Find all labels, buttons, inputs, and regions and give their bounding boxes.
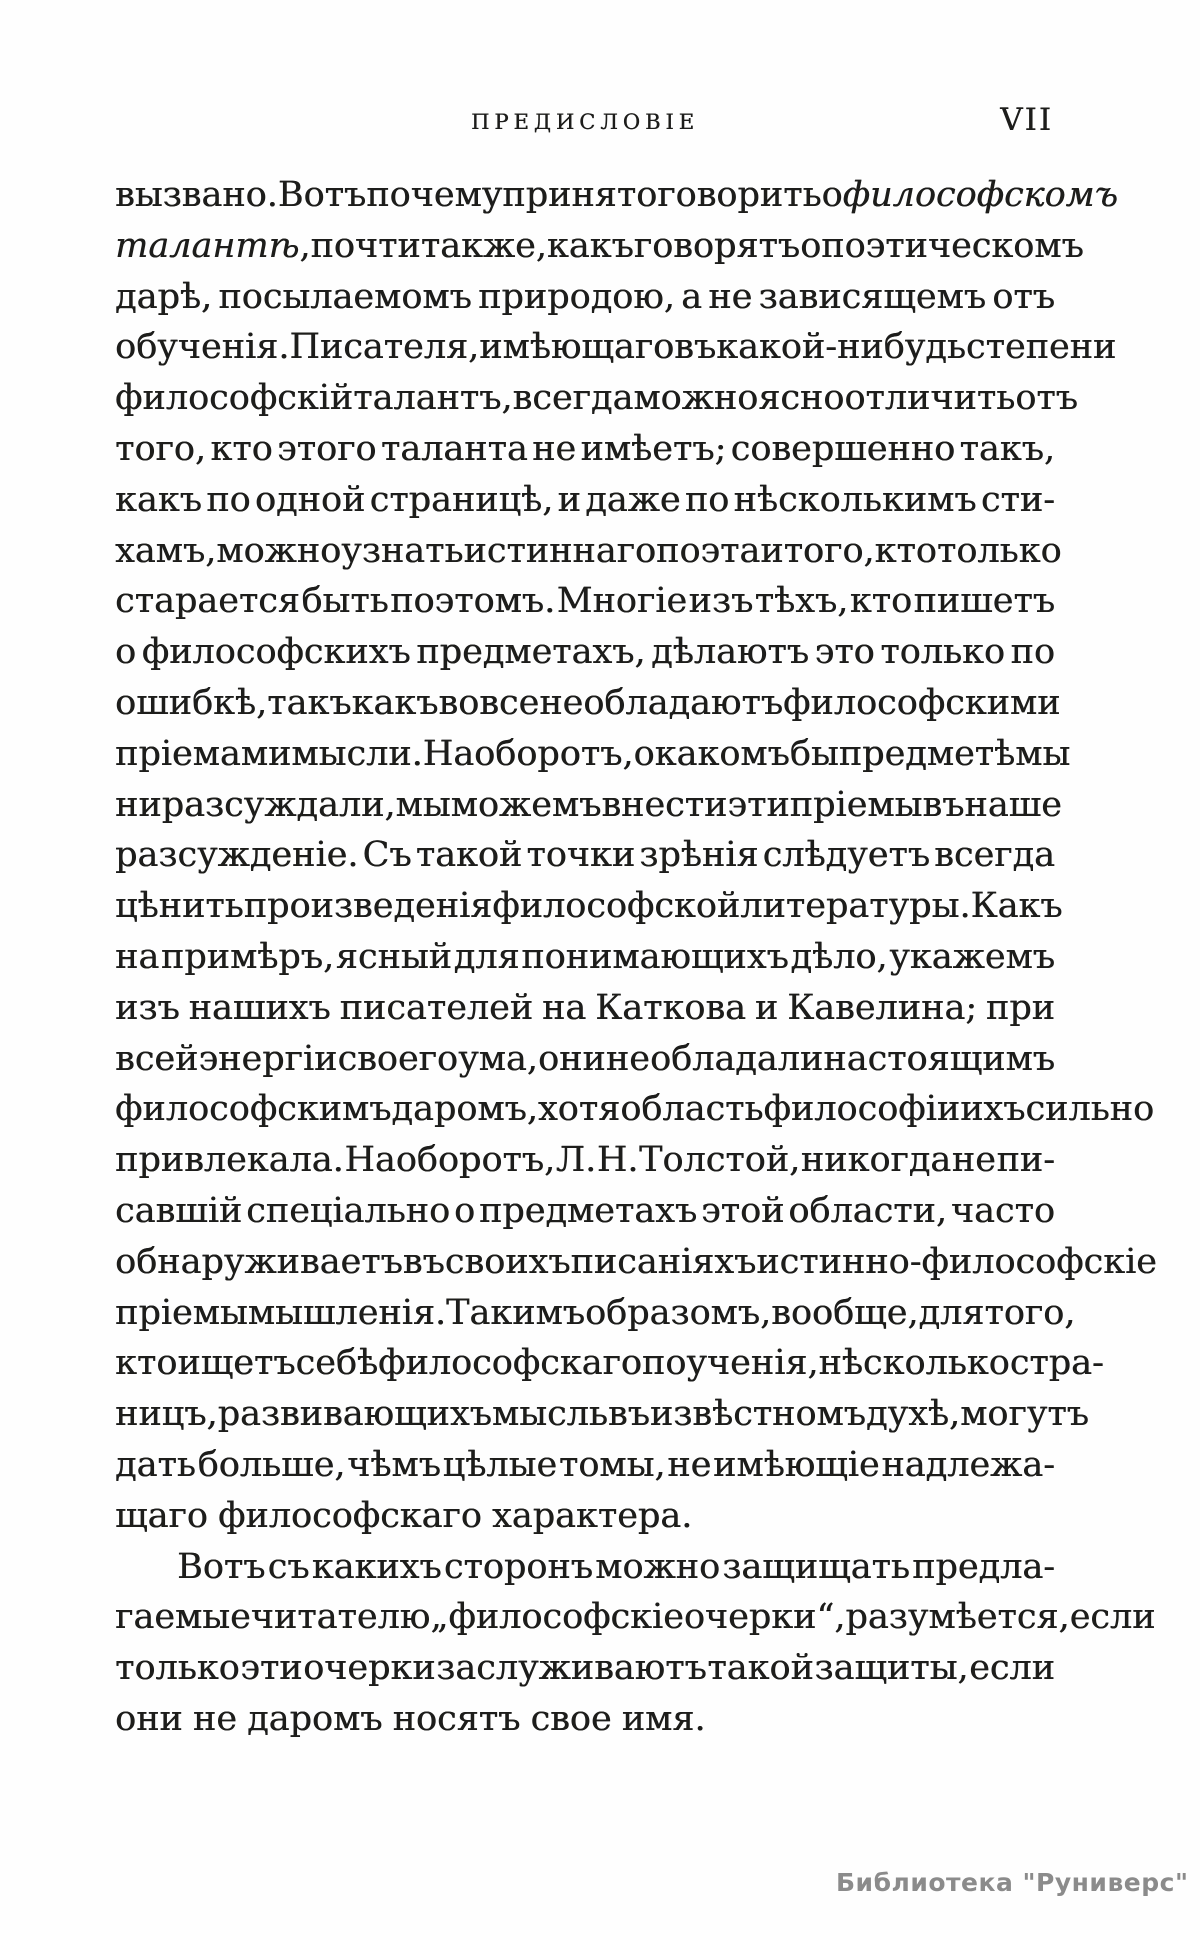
- word: того,: [115, 428, 206, 469]
- word: чѣмъ: [347, 1444, 441, 1485]
- word: они: [537, 1038, 606, 1079]
- word: можно: [633, 378, 759, 419]
- text-line: [115, 1135, 1055, 1186]
- word: природою,: [478, 276, 675, 317]
- word: и: [760, 530, 784, 571]
- page-header: [115, 102, 1055, 146]
- word: вовсе: [438, 682, 540, 723]
- text-line: [115, 475, 1055, 526]
- word: вообще,: [771, 1292, 919, 1333]
- word: очерки“,: [683, 1597, 846, 1638]
- word: обнаруживаетъ: [115, 1241, 403, 1282]
- word: о: [453, 1190, 476, 1231]
- word: этого: [277, 428, 377, 469]
- word: можно: [216, 530, 342, 571]
- word: даромъ: [247, 1698, 383, 1739]
- word: можемъ: [450, 784, 602, 825]
- word: наше: [964, 784, 1062, 825]
- word: разсужденіе.: [115, 835, 359, 876]
- word: почему: [366, 175, 503, 215]
- word: этой: [701, 1190, 785, 1231]
- word: о: [115, 632, 137, 673]
- word: сти-: [980, 479, 1055, 520]
- word: савшій: [115, 1190, 243, 1231]
- word: имѣющіе: [713, 1444, 880, 1485]
- word: а: [681, 276, 702, 317]
- word: философскаго: [378, 1343, 642, 1384]
- word: почти: [310, 225, 421, 266]
- word: философскихъ: [141, 632, 411, 673]
- word: въ: [402, 1241, 445, 1282]
- word: область: [620, 1089, 764, 1130]
- word: извѣстномъ: [649, 1394, 866, 1435]
- word: они: [115, 1698, 183, 1739]
- word: изъ: [688, 581, 754, 622]
- word: ума,: [458, 1038, 538, 1079]
- word: энергіи: [198, 1038, 338, 1079]
- word: Многіе: [556, 581, 688, 622]
- text-line: [115, 526, 1062, 577]
- word: нашихъ: [188, 987, 331, 1028]
- word: о: [800, 225, 822, 266]
- word: кто: [849, 581, 913, 622]
- word: защищать: [722, 1546, 910, 1587]
- word: Вотъ: [177, 1546, 266, 1587]
- word: эти: [240, 1648, 303, 1689]
- word: стра-: [1009, 1343, 1104, 1384]
- word: хотя: [537, 1089, 621, 1130]
- text-line: [115, 1643, 1055, 1694]
- word: никогда: [800, 1140, 952, 1181]
- text-line: [115, 1694, 1055, 1745]
- word: нѣсколько: [818, 1343, 1010, 1384]
- text-line: [115, 983, 1055, 1034]
- word: философскомъ: [842, 175, 1118, 215]
- word: слѣдуетъ: [762, 835, 931, 876]
- word: говорятъ: [633, 225, 801, 266]
- word: для: [453, 936, 520, 977]
- text-line: [115, 881, 1063, 932]
- word: пи-: [996, 1140, 1055, 1181]
- word: дать: [115, 1444, 196, 1485]
- text-line: [115, 221, 1084, 272]
- word: кто: [210, 428, 273, 469]
- word: всей: [115, 1038, 199, 1079]
- word: въ: [674, 327, 717, 368]
- word: ницъ,: [115, 1394, 218, 1435]
- text-line: [115, 322, 1117, 373]
- text-line: [115, 373, 1078, 424]
- word: философскаго: [217, 1495, 482, 1536]
- text-line: [115, 1592, 1156, 1643]
- text-line: [115, 830, 1055, 881]
- word: своего: [337, 1038, 458, 1079]
- text-line: [115, 678, 1061, 729]
- word: какъ: [115, 479, 202, 520]
- text-line: [115, 576, 1055, 627]
- word: себѣ: [295, 1343, 379, 1384]
- word: какъ: [546, 225, 634, 266]
- word: Наоборотъ,: [344, 1140, 556, 1181]
- text-line: [115, 1389, 1089, 1440]
- text-line: [115, 1288, 1076, 1339]
- word: гаемые: [115, 1597, 251, 1638]
- word: мы: [1015, 733, 1071, 774]
- word: дѣло,: [790, 936, 888, 977]
- word: области,: [788, 1190, 947, 1231]
- text-line: [115, 1084, 1155, 1135]
- word: даромъ,: [391, 1089, 538, 1130]
- word: по: [206, 479, 251, 520]
- word: на: [115, 936, 160, 977]
- word: кто: [874, 530, 937, 571]
- text-line: [115, 1440, 1055, 1491]
- word: не: [605, 1038, 650, 1079]
- word: философіи: [763, 1089, 961, 1130]
- word: щаго: [115, 1495, 208, 1536]
- word: мысль: [491, 1394, 608, 1435]
- word: талантѣ,: [115, 225, 311, 266]
- word: Такимъ: [446, 1292, 585, 1333]
- word: защиты,: [814, 1648, 969, 1689]
- word: съ: [267, 1546, 310, 1587]
- word: ошибкѣ,: [115, 682, 268, 723]
- word: того,: [783, 530, 875, 571]
- word: читателю: [250, 1597, 431, 1638]
- word: литературы.: [740, 886, 971, 927]
- word: поэтическомъ: [821, 225, 1084, 266]
- word: бы: [789, 733, 839, 774]
- word: принято: [502, 175, 658, 215]
- word: въ: [607, 1394, 650, 1435]
- word: эти: [727, 784, 790, 825]
- word: всегда: [512, 378, 634, 419]
- word: мы: [395, 784, 451, 825]
- word: мышленія.: [247, 1292, 447, 1333]
- text-line: [115, 424, 1055, 475]
- word: даже: [585, 479, 681, 520]
- word: того,: [984, 1292, 1076, 1333]
- text-line: [115, 1491, 1055, 1542]
- word: очерки: [303, 1648, 436, 1689]
- word: если: [969, 1648, 1055, 1689]
- word: такой: [415, 835, 523, 876]
- word: истинно-философскіе: [756, 1241, 1157, 1282]
- chapter-title: ПРЕДИСЛОВІЕ: [470, 110, 700, 134]
- word: Н.: [596, 1140, 639, 1181]
- word: узнать: [341, 530, 464, 571]
- word: посылаемомъ: [218, 276, 472, 317]
- word: разсуждали,: [161, 784, 396, 825]
- word: истиннаго: [463, 530, 656, 571]
- word: также,: [420, 225, 547, 266]
- word: изъ: [115, 987, 180, 1028]
- word: только: [880, 632, 1005, 673]
- word: и: [557, 479, 581, 520]
- word: пріемы: [789, 784, 923, 825]
- word: обладаютъ: [583, 682, 783, 723]
- word: не: [708, 276, 753, 317]
- word: примѣръ,: [160, 936, 335, 977]
- word: настоящимъ: [823, 1038, 1055, 1079]
- word: по: [684, 479, 730, 520]
- word: страницѣ,: [369, 479, 554, 520]
- word: какой-нибудь: [716, 327, 966, 368]
- word: только: [115, 1648, 240, 1689]
- word: свое: [530, 1698, 612, 1739]
- word: развивающихъ: [217, 1394, 492, 1435]
- word: отличить: [844, 378, 1016, 419]
- word: всегда: [934, 835, 1055, 876]
- word: имѣющаго: [479, 327, 675, 368]
- word: для: [918, 1292, 985, 1333]
- word: имѣетъ;: [580, 428, 727, 469]
- text-line: [115, 170, 1118, 221]
- word: ищетъ: [177, 1343, 296, 1384]
- word: пріемы: [115, 1292, 248, 1333]
- word: такъ: [267, 682, 352, 723]
- word: Толстой,: [639, 1140, 801, 1181]
- word: философскій: [115, 378, 354, 419]
- word: Каткова: [595, 987, 746, 1028]
- word: ясный: [335, 936, 452, 977]
- word: такой: [707, 1648, 814, 1689]
- word: философскими: [783, 682, 1061, 723]
- word: писаніяхъ: [570, 1241, 757, 1282]
- word: заслуживаютъ: [436, 1648, 707, 1689]
- word: носятъ: [392, 1698, 521, 1739]
- word: Кавелина;: [787, 987, 977, 1028]
- word: если: [1069, 1597, 1156, 1638]
- text-line: [115, 272, 1055, 323]
- word: предметахъ,: [416, 632, 646, 673]
- word: пріемами: [115, 733, 292, 774]
- word: какихъ: [311, 1546, 442, 1587]
- word: это: [814, 632, 875, 673]
- word: Вотъ: [277, 175, 367, 215]
- word: часто: [950, 1190, 1055, 1231]
- word: пишетъ: [913, 581, 1055, 622]
- word: отъ: [992, 276, 1055, 317]
- word: не: [667, 1444, 712, 1485]
- word: укажемъ: [889, 936, 1055, 977]
- word: могутъ: [960, 1394, 1089, 1435]
- text-line: [115, 1338, 1104, 1389]
- word: характера.: [491, 1495, 693, 1536]
- word: философскимъ: [115, 1089, 392, 1130]
- word: разумѣется,: [845, 1597, 1070, 1638]
- text-line: [115, 932, 1055, 983]
- word: томы,: [558, 1444, 666, 1485]
- word: внести: [601, 784, 728, 825]
- text-line: [115, 729, 1071, 780]
- word: зависящемъ: [758, 276, 986, 317]
- word: своихъ: [444, 1241, 571, 1282]
- word: кто: [115, 1343, 178, 1384]
- word: вызвано.: [115, 175, 278, 215]
- word: отъ: [1015, 378, 1078, 419]
- word: „философскіе: [430, 1597, 684, 1638]
- word: на: [541, 987, 587, 1028]
- text-line: [115, 1034, 1055, 1085]
- word: можно: [595, 1546, 721, 1587]
- word: и: [754, 987, 779, 1028]
- word: предла-: [912, 1546, 1055, 1587]
- word: совершенно: [730, 428, 956, 469]
- word: какомъ: [654, 733, 790, 774]
- word: въ: [922, 784, 965, 825]
- word: тѣхъ,: [754, 581, 849, 622]
- word: ни: [115, 784, 162, 825]
- word: дѣлаютъ: [651, 632, 809, 673]
- word: имя.: [621, 1698, 706, 1739]
- word: Писателя,: [289, 327, 480, 368]
- word: образомъ,: [584, 1292, 772, 1333]
- word: обладали: [649, 1038, 824, 1079]
- word: духѣ,: [865, 1394, 961, 1435]
- word: зрѣнія: [639, 835, 759, 876]
- word: какъ: [351, 682, 439, 723]
- text-line: [115, 1542, 1055, 1593]
- word: быть: [301, 581, 389, 622]
- text-line: [115, 780, 1062, 831]
- word: поученія,: [641, 1343, 819, 1384]
- word: не: [192, 1698, 237, 1739]
- word: предметѣ: [838, 733, 1016, 774]
- word: дарѣ,: [115, 276, 213, 317]
- word: сильно: [1025, 1089, 1155, 1130]
- word: нѣсколькимъ: [733, 479, 977, 520]
- word: цѣнить: [115, 886, 244, 927]
- word: только: [936, 530, 1062, 571]
- word: таланта: [380, 428, 528, 469]
- word: привлекала.: [115, 1140, 344, 1181]
- word: ихъ: [960, 1089, 1026, 1130]
- word: не: [539, 682, 584, 723]
- word: поэтомъ.: [390, 581, 556, 622]
- word: Л.: [555, 1140, 597, 1181]
- word: понимающихъ: [521, 936, 789, 977]
- word: о: [633, 733, 655, 774]
- word: талантъ,: [353, 378, 513, 419]
- word: старается: [115, 581, 300, 622]
- word: говорить: [657, 175, 822, 215]
- word: цѣлые: [442, 1444, 558, 1485]
- word: не: [951, 1140, 996, 1181]
- word: Какъ: [970, 886, 1063, 927]
- word: обученія.: [115, 327, 290, 368]
- word: больше,: [197, 1444, 346, 1485]
- word: надлежа-: [881, 1444, 1055, 1485]
- library-watermark: Библиотека "Руниверс": [836, 1868, 1189, 1897]
- word: философской: [492, 886, 741, 927]
- word: ясно: [758, 378, 845, 419]
- word: поэта: [656, 530, 761, 571]
- body-text: [115, 170, 1157, 1745]
- word: Съ: [362, 835, 412, 876]
- word: по: [1010, 632, 1055, 673]
- word: при: [985, 987, 1055, 1028]
- word: произведенія: [243, 886, 493, 927]
- word: точки: [526, 835, 636, 876]
- word: степени: [965, 327, 1117, 368]
- page-number: VII: [1000, 102, 1053, 138]
- word: не: [532, 428, 577, 469]
- word: писателей: [339, 987, 534, 1028]
- word: спеціально: [246, 1190, 451, 1231]
- word: такъ,: [959, 428, 1055, 469]
- word: о: [821, 175, 843, 215]
- word: хамъ,: [115, 530, 217, 571]
- text-line: [115, 627, 1055, 678]
- word: мысли.: [291, 733, 423, 774]
- text-line: [115, 1237, 1157, 1288]
- word: сторонъ: [443, 1546, 593, 1587]
- word: Наоборотъ,: [422, 733, 634, 774]
- word: предметахъ: [478, 1190, 698, 1231]
- word: одной: [254, 479, 366, 520]
- text-line: [115, 1186, 1055, 1237]
